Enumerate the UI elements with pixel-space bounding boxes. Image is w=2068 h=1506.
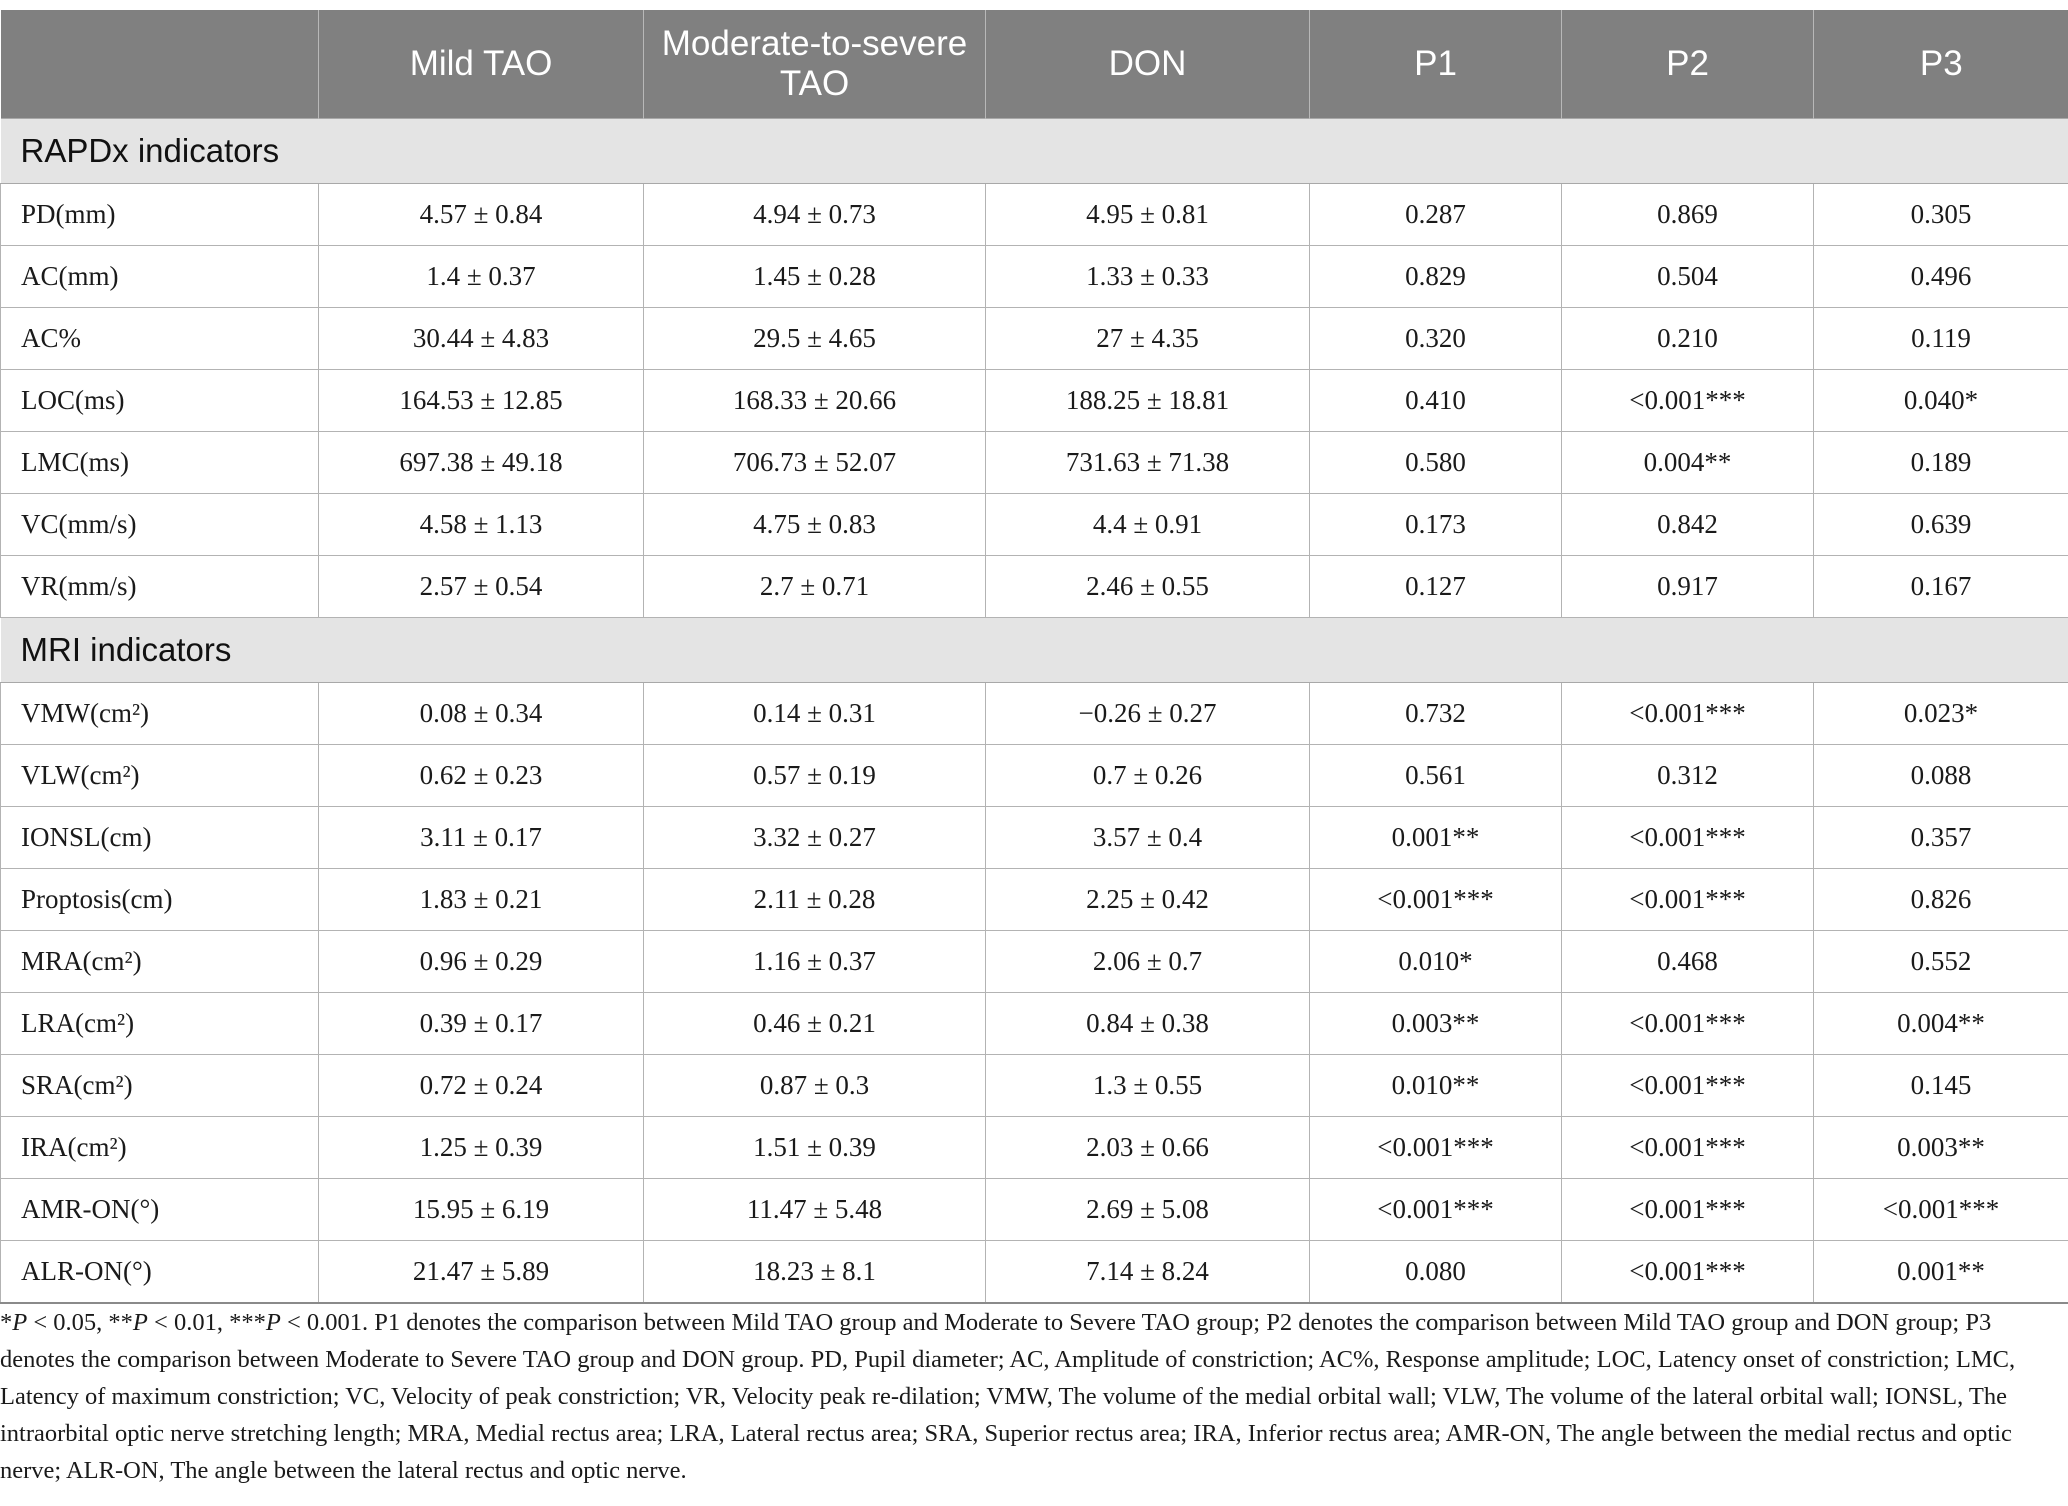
- cell-p2: 0.504: [1562, 246, 1814, 308]
- cell-p3: 0.826: [1814, 869, 2068, 931]
- cell-moderate-to-severe-tao: 1.16 ± 0.37: [644, 931, 986, 993]
- table-row: [1, 308, 2068, 370]
- cell-p2: <0.001***: [1562, 370, 1814, 432]
- cell-row-label: ALR-ON(°): [1, 1241, 319, 1304]
- results-table: [0, 10, 2068, 1304]
- cell-row-label: VR(mm/s): [1, 556, 319, 618]
- section-row: [1, 618, 2068, 683]
- cell-don: 4.4 ± 0.91: [986, 494, 1310, 556]
- table-body: [1, 119, 2068, 1304]
- cell-don: 731.63 ± 71.38: [986, 432, 1310, 494]
- cell-p1: 0.829: [1310, 246, 1562, 308]
- cell-p1: 0.003**: [1310, 993, 1562, 1055]
- cell-mild-tao: 3.11 ± 0.17: [319, 807, 644, 869]
- table-row: [1, 807, 2068, 869]
- footnote-text-2: < 0.01, ***: [147, 1309, 266, 1336]
- cell-moderate-to-severe-tao: 706.73 ± 52.07: [644, 432, 986, 494]
- cell-moderate-to-severe-tao: 0.14 ± 0.31: [644, 683, 986, 745]
- cell-p1: 0.561: [1310, 745, 1562, 807]
- footnote-text-3: < 0.001. P1 denotes the comparison between Mild TAO group and Moderate to Severe TAO group; P2 denotes the comparison between Mild TAO group and DON group; P3 denotes the comparison between Moderate to Severe TAO group and DON group. PD, Pupil diameter; AC, Amplitude of constriction; AC%, Response amplitude; LOC, Latency onset of constriction; LMC, Latency of maximum constriction; VC, Velocity of peak constriction; VR, Velocity peak re-dilation; VMW, The volume of the medial orbital wall; VLW, The volume of the lateral orbital wall; IONSL, The intraorbital optic nerve stretching length; MRA, Medial rectus area; LRA, Lateral rectus area; SRA, Superior rectus area; IRA, Inferior rectus area; AMR-ON, The angle between the medial rectus and optic nerve; ALR-ON, The angle between the lateral rectus and optic nerve.: [0, 1309, 2016, 1484]
- cell-mild-tao: 4.58 ± 1.13: [319, 494, 644, 556]
- cell-p3: 0.496: [1814, 246, 2068, 308]
- cell-row-label: LRA(cm²): [1, 993, 319, 1055]
- header-cell-mild-tao: Mild TAO: [319, 10, 644, 119]
- table-row: [1, 1117, 2068, 1179]
- cell-row-label: AC%: [1, 308, 319, 370]
- header-cell-don: DON: [986, 10, 1310, 119]
- cell-p3: 0.004**: [1814, 993, 2068, 1055]
- header-row: [1, 10, 2068, 119]
- cell-p1: 0.080: [1310, 1241, 1562, 1304]
- cell-moderate-to-severe-tao: 3.32 ± 0.27: [644, 807, 986, 869]
- cell-moderate-to-severe-tao: 0.46 ± 0.21: [644, 993, 986, 1055]
- cell-mild-tao: 1.25 ± 0.39: [319, 1117, 644, 1179]
- cell-moderate-to-severe-tao: 11.47 ± 5.48: [644, 1179, 986, 1241]
- section-row: [1, 119, 2068, 184]
- cell-p2: 0.917: [1562, 556, 1814, 618]
- cell-don: 0.84 ± 0.38: [986, 993, 1310, 1055]
- cell-moderate-to-severe-tao: 2.7 ± 0.71: [644, 556, 986, 618]
- cell-p2: 0.004**: [1562, 432, 1814, 494]
- cell-p2: 0.842: [1562, 494, 1814, 556]
- table-row: [1, 683, 2068, 745]
- table-footnote: [0, 1304, 2060, 1489]
- cell-don: −0.26 ± 0.27: [986, 683, 1310, 745]
- cell-mild-tao: 15.95 ± 6.19: [319, 1179, 644, 1241]
- cell-moderate-to-severe-tao: 1.51 ± 0.39: [644, 1117, 986, 1179]
- cell-p3: 0.119: [1814, 308, 2068, 370]
- cell-moderate-to-severe-tao: 4.75 ± 0.83: [644, 494, 986, 556]
- cell-p2: <0.001***: [1562, 993, 1814, 1055]
- cell-row-label: PD(mm): [1, 184, 319, 246]
- table-row: [1, 1241, 2068, 1304]
- cell-p3: 0.305: [1814, 184, 2068, 246]
- cell-moderate-to-severe-tao: 168.33 ± 20.66: [644, 370, 986, 432]
- cell-p1: 0.010*: [1310, 931, 1562, 993]
- cell-mild-tao: 30.44 ± 4.83: [319, 308, 644, 370]
- cell-p1: <0.001***: [1310, 1179, 1562, 1241]
- cell-p1: 0.732: [1310, 683, 1562, 745]
- cell-p1: 0.010**: [1310, 1055, 1562, 1117]
- cell-p1: 0.320: [1310, 308, 1562, 370]
- cell-don: 4.95 ± 0.81: [986, 184, 1310, 246]
- cell-moderate-to-severe-tao: 29.5 ± 4.65: [644, 308, 986, 370]
- cell-p3: 0.189: [1814, 432, 2068, 494]
- cell-don: 1.3 ± 0.55: [986, 1055, 1310, 1117]
- cell-don: 1.33 ± 0.33: [986, 246, 1310, 308]
- cell-p1: <0.001***: [1310, 1117, 1562, 1179]
- cell-p3: 0.357: [1814, 807, 2068, 869]
- cell-p3: 0.552: [1814, 931, 2068, 993]
- cell-don: 2.06 ± 0.7: [986, 931, 1310, 993]
- table-row: [1, 246, 2068, 308]
- table-row: [1, 432, 2068, 494]
- cell-mild-tao: 4.57 ± 0.84: [319, 184, 644, 246]
- cell-p1: <0.001***: [1310, 869, 1562, 931]
- header-cell-moderate-to-severe-tao: Moderate-to-severe TAO: [644, 10, 986, 119]
- cell-p2: <0.001***: [1562, 869, 1814, 931]
- table-row: [1, 184, 2068, 246]
- cell-don: 2.03 ± 0.66: [986, 1117, 1310, 1179]
- cell-p3: 0.145: [1814, 1055, 2068, 1117]
- cell-don: 3.57 ± 0.4: [986, 807, 1310, 869]
- cell-p2: <0.001***: [1562, 1179, 1814, 1241]
- table-row: [1, 1055, 2068, 1117]
- cell-row-label: Proptosis(cm): [1, 869, 319, 931]
- cell-row-label: AC(mm): [1, 246, 319, 308]
- cell-p2: 0.468: [1562, 931, 1814, 993]
- cell-p3: 0.003**: [1814, 1117, 2068, 1179]
- cell-row-label: IONSL(cm): [1, 807, 319, 869]
- cell-mild-tao: 0.62 ± 0.23: [319, 745, 644, 807]
- cell-p3: <0.001***: [1814, 1179, 2068, 1241]
- cell-don: 7.14 ± 8.24: [986, 1241, 1310, 1304]
- cell-p3: 0.167: [1814, 556, 2068, 618]
- cell-p2: 0.312: [1562, 745, 1814, 807]
- footnote-p-var-2: P: [132, 1309, 148, 1336]
- cell-p3: 0.023*: [1814, 683, 2068, 745]
- cell-row-label: MRA(cm²): [1, 931, 319, 993]
- table-row: [1, 556, 2068, 618]
- cell-row-label: LMC(ms): [1, 432, 319, 494]
- cell-p3: 0.088: [1814, 745, 2068, 807]
- table-row: [1, 494, 2068, 556]
- table-row: [1, 745, 2068, 807]
- cell-row-label: VC(mm/s): [1, 494, 319, 556]
- cell-p2: 0.210: [1562, 308, 1814, 370]
- cell-mild-tao: 21.47 ± 5.89: [319, 1241, 644, 1304]
- cell-p3: 0.639: [1814, 494, 2068, 556]
- cell-don: 2.69 ± 5.08: [986, 1179, 1310, 1241]
- cell-p2: <0.001***: [1562, 683, 1814, 745]
- cell-don: 188.25 ± 18.81: [986, 370, 1310, 432]
- cell-don: 2.25 ± 0.42: [986, 869, 1310, 931]
- cell-row-label: AMR-ON(°): [1, 1179, 319, 1241]
- table-row: [1, 931, 2068, 993]
- cell-don: 27 ± 4.35: [986, 308, 1310, 370]
- cell-p1: 0.287: [1310, 184, 1562, 246]
- header-cell-row-label: [1, 10, 319, 119]
- cell-p2: <0.001***: [1562, 1055, 1814, 1117]
- cell-row-label: VMW(cm²): [1, 683, 319, 745]
- cell-moderate-to-severe-tao: 0.87 ± 0.3: [644, 1055, 986, 1117]
- cell-mild-tao: 0.96 ± 0.29: [319, 931, 644, 993]
- cell-moderate-to-severe-tao: 0.57 ± 0.19: [644, 745, 986, 807]
- cell-p1: 0.001**: [1310, 807, 1562, 869]
- cell-moderate-to-severe-tao: 1.45 ± 0.28: [644, 246, 986, 308]
- footnote-p-var-3: P: [265, 1309, 281, 1336]
- cell-p3: 0.040*: [1814, 370, 2068, 432]
- cell-moderate-to-severe-tao: 18.23 ± 8.1: [644, 1241, 986, 1304]
- cell-p2: <0.001***: [1562, 807, 1814, 869]
- cell-mild-tao: 697.38 ± 49.18: [319, 432, 644, 494]
- header-cell-p2: P2: [1562, 10, 1814, 119]
- cell-row-label: SRA(cm²): [1, 1055, 319, 1117]
- cell-mild-tao: 1.4 ± 0.37: [319, 246, 644, 308]
- cell-don: 0.7 ± 0.26: [986, 745, 1310, 807]
- cell-p3: 0.001**: [1814, 1241, 2068, 1304]
- table-row: [1, 993, 2068, 1055]
- table-row: [1, 869, 2068, 931]
- header-cell-p1: P1: [1310, 10, 1562, 119]
- footnote-p-var-1: P: [12, 1309, 28, 1336]
- footnote-star-1: *: [0, 1309, 13, 1336]
- cell-mild-tao: 0.08 ± 0.34: [319, 683, 644, 745]
- cell-mild-tao: 1.83 ± 0.21: [319, 869, 644, 931]
- table-header: [1, 10, 2068, 119]
- cell-p1: 0.580: [1310, 432, 1562, 494]
- footnote-text-1: < 0.05, **: [27, 1309, 133, 1336]
- cell-mild-tao: 0.72 ± 0.24: [319, 1055, 644, 1117]
- cell-don: 2.46 ± 0.55: [986, 556, 1310, 618]
- cell-mild-tao: 0.39 ± 0.17: [319, 993, 644, 1055]
- section-title: MRI indicators: [1, 618, 2068, 683]
- cell-mild-tao: 2.57 ± 0.54: [319, 556, 644, 618]
- table-row: [1, 370, 2068, 432]
- cell-moderate-to-severe-tao: 2.11 ± 0.28: [644, 869, 986, 931]
- section-title: RAPDx indicators: [1, 119, 2068, 184]
- cell-p1: 0.173: [1310, 494, 1562, 556]
- cell-moderate-to-severe-tao: 4.94 ± 0.73: [644, 184, 986, 246]
- cell-p1: 0.127: [1310, 556, 1562, 618]
- cell-p2: <0.001***: [1562, 1241, 1814, 1304]
- results-table-container: [0, 10, 2068, 1304]
- header-cell-p3: P3: [1814, 10, 2068, 119]
- cell-mild-tao: 164.53 ± 12.85: [319, 370, 644, 432]
- cell-p1: 0.410: [1310, 370, 1562, 432]
- table-row: [1, 1179, 2068, 1241]
- cell-p2: 0.869: [1562, 184, 1814, 246]
- cell-p2: <0.001***: [1562, 1117, 1814, 1179]
- cell-row-label: IRA(cm²): [1, 1117, 319, 1179]
- cell-row-label: VLW(cm²): [1, 745, 319, 807]
- cell-row-label: LOC(ms): [1, 370, 319, 432]
